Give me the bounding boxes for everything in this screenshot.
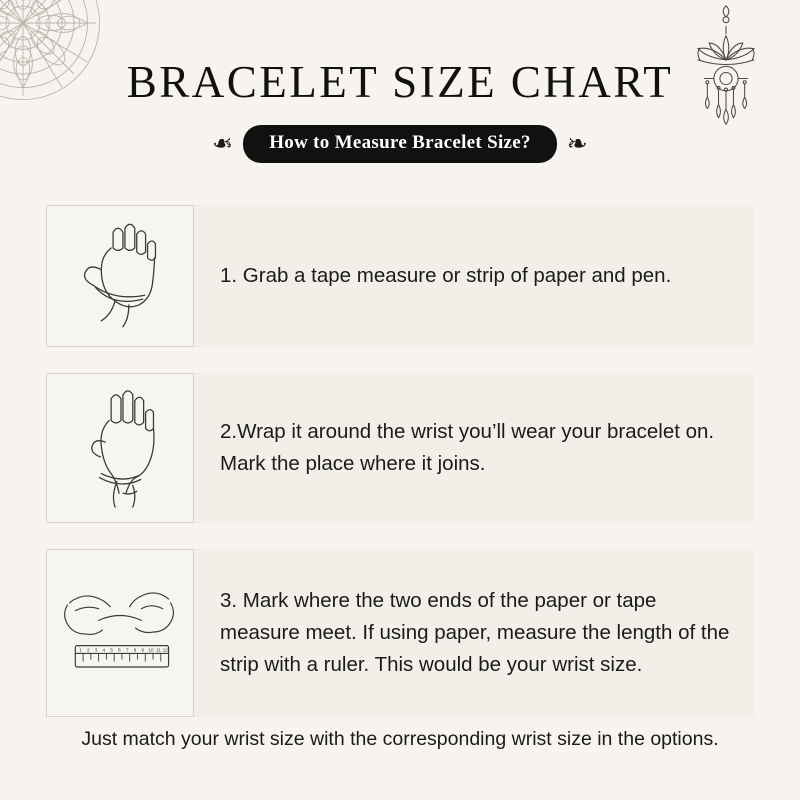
svg-text:7: 7 bbox=[125, 648, 129, 654]
step-item bbox=[46, 205, 754, 347]
footer-note: Just match your wrist size with the corresponding wrist size in the options. bbox=[81, 728, 719, 750]
svg-text:3: 3 bbox=[94, 648, 98, 654]
flourish-left-icon: ❧ bbox=[212, 130, 234, 158]
subtitle-row bbox=[0, 125, 800, 163]
svg-text:9: 9 bbox=[141, 648, 145, 654]
step-1-figure bbox=[46, 205, 194, 347]
step-1-text: 1. Grab a tape measure or strip of paper and pen. bbox=[220, 264, 672, 288]
hand-with-tape-measure-illustration bbox=[56, 214, 184, 338]
step-3-text: 3. Mark where the two ends of the paper or tape measure meet. If using paper, measure the length of the strip with a ruler. This would be your wrist size. bbox=[220, 589, 730, 676]
hand-wrapping-wrist-illustration bbox=[56, 383, 184, 513]
svg-text:2: 2 bbox=[86, 648, 90, 654]
step-2-figure bbox=[46, 373, 194, 523]
svg-text:8: 8 bbox=[133, 648, 137, 654]
svg-text:5: 5 bbox=[110, 648, 113, 654]
page-title: BRACELET SIZE CHART bbox=[126, 57, 674, 107]
step-item bbox=[46, 549, 754, 717]
svg-text:4: 4 bbox=[102, 648, 106, 654]
step-3-figure bbox=[46, 549, 194, 717]
steps-list bbox=[46, 205, 754, 743]
svg-text:10: 10 bbox=[148, 648, 154, 654]
flourish-right-icon: ❧ bbox=[566, 130, 588, 158]
svg-text:11: 11 bbox=[155, 648, 161, 654]
step-item bbox=[46, 373, 754, 523]
svg-text:1: 1 bbox=[79, 648, 82, 654]
svg-text:12: 12 bbox=[162, 648, 169, 654]
subtitle-pill: How to Measure Bracelet Size? bbox=[243, 125, 557, 163]
hands-measuring-with-ruler-illustration bbox=[52, 560, 188, 706]
step-2-text: 2.Wrap it around the wrist you’ll wear your bracelet on. Mark the place where it joins. bbox=[220, 420, 715, 475]
svg-text:6: 6 bbox=[118, 648, 121, 654]
